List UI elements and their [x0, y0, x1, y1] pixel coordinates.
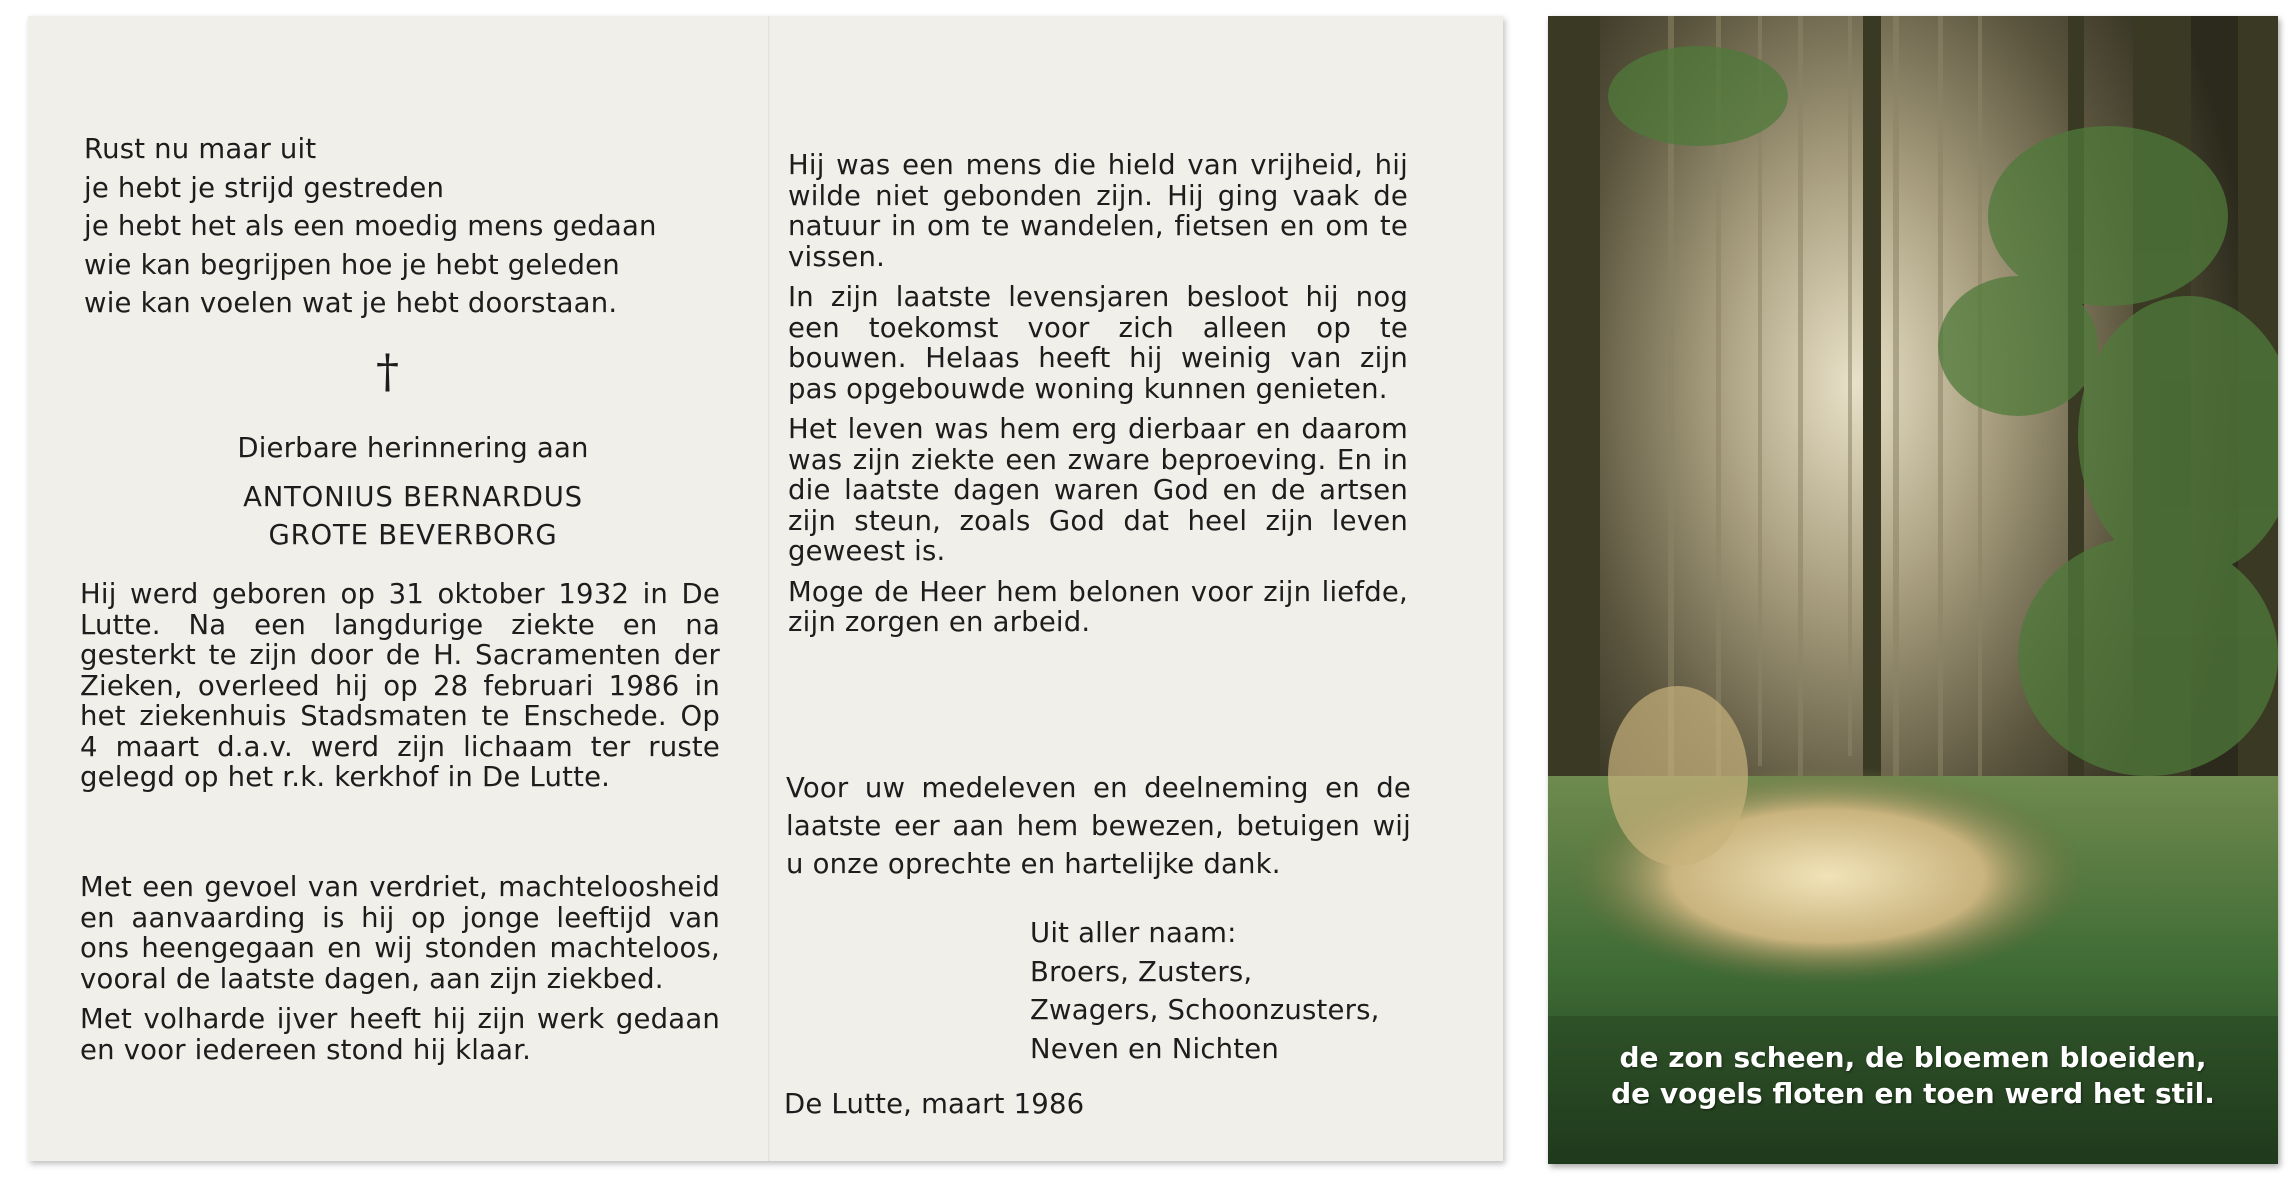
middle-page [770, 16, 1503, 1161]
family-signature [1030, 914, 1430, 1068]
name-line-2: GROTE BEVERBORG [268, 519, 558, 551]
poem-line: je hebt je strijd gestreden [84, 171, 445, 204]
forest-photo [1548, 16, 2278, 1164]
reflection-paragraph: Met volharde ijver heeft hij zijn werk gedaan en voor iedereen stond hij klaar. [80, 1003, 720, 1066]
poem-line: Rust nu maar uit [84, 133, 317, 165]
life-paragraph: Hij was een mens die hield van vrijheid, hij wilde niet gebonden zijn. Hij ging vaak de natuur in om te wandelen, fietsen en om te vissen. [788, 149, 1408, 273]
biography-paragraph: Hij werd geboren op 31 oktober 1932 in De Lutte. Na een langdurige ziekte en na gesterkt te zijn door de H. Sacramenten der Zieken, overleed hij op 28 februari 1986 in het ziekenhuis Stadsmaten te Enschede. Op 4 maart d.a.v. werd zijn lichaam ter ruste gelegd op het r.k. kerkhof in De Lutte. [80, 578, 720, 793]
thanks-paragraph: Voor uw medeleven en deelneming en de laatste eer aan hem bewezen, betuigen wij u onze oprechte en hartelijke dank. [786, 772, 1411, 880]
life-paragraph: In zijn laatste levensjaren besloot hij nog een toekomst voor zich alleen op te bouwen. Helaas heeft hij weinig van zijn pas opgebouwde woning kunnen genieten. [788, 281, 1408, 405]
verse-line-2: de vogels floten en toen werd het stil. [1611, 1077, 2215, 1110]
memorial-card-inner [28, 16, 1503, 1161]
signature-line: Broers, Zusters, [1030, 955, 1253, 988]
poem-line: wie kan voelen wat je hebt doorstaan. [84, 287, 618, 319]
poem [84, 130, 744, 323]
place-and-date: De Lutte, maart 1986 [784, 1088, 1085, 1120]
verse-line-1: de zon scheen, de bloemen bloeiden, [1619, 1041, 2207, 1074]
signature-line: Zwagers, Schoonzusters, [1030, 994, 1380, 1026]
life-paragraph: Moge de Heer hem belonen voor zijn liefde, zijn zorgen en arbeid. [788, 575, 1408, 638]
reflection-text [80, 872, 720, 1075]
forest-photo-card [1548, 16, 2278, 1164]
sunlit-shrub [1608, 686, 1748, 866]
left-page [28, 16, 768, 1161]
name-line-1: ANTONIUS BERNARDUS [243, 481, 583, 513]
photo-verse [1568, 1040, 2258, 1112]
signature-line: Uit aller naam: [1030, 917, 1237, 949]
deceased-name [88, 478, 738, 554]
remembrance-intro: Dierbare herinnering aan [237, 432, 589, 464]
reflection-paragraph: Met een gevoel van verdriet, machteloosheid en aanvaarding is hij op jonge leeftijd van ons heengegaan en wij stonden machteloos, vooral de laatste dagen, aan zijn ziekbed. [80, 871, 720, 995]
life-description [788, 150, 1408, 648]
poem-line: je hebt het als een moedig mens gedaan [84, 210, 657, 242]
poem-line: wie kan begrijpen hoe je hebt geleden [84, 248, 620, 281]
cross-icon: † [376, 344, 399, 398]
signature-line: Neven en Nichten [1030, 1032, 1280, 1065]
life-paragraph: Het leven was hem erg dierbaar en daarom was zijn ziekte een zware beproeving. En in die laatste dagen waren God en de artsen zijn steun, zoals God dat heel zijn leven geweest is. [788, 413, 1408, 567]
